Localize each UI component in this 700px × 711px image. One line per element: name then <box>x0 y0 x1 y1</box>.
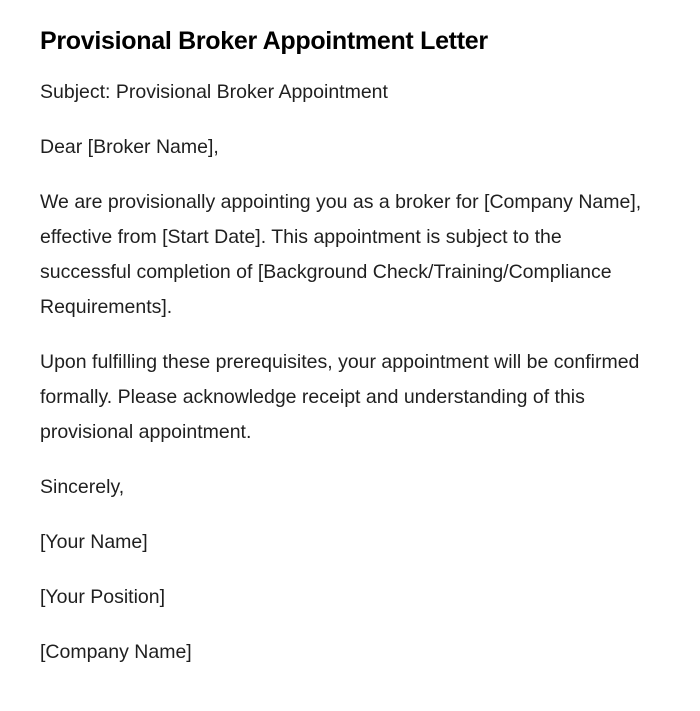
letter-subject: Subject: Provisional Broker Appointment <box>40 81 388 103</box>
signature-name: [Your Name] <box>40 531 148 553</box>
letter-paragraph-confirmation: Upon fulfilling these prerequisites, your appointment will be confirmed formally. Please acknowledge receipt and understanding of this provisional appointment. <box>40 351 640 443</box>
letter-title: Provisional Broker Appointment Letter <box>40 27 488 55</box>
signature-position: [Your Position] <box>40 586 166 608</box>
letter-paragraph-appointment: We are provisionally appointing you as a broker for [Company Name], effective from [Start Date]. This appointment is subject to the successful completion of [Background Check/Training/Compliance Requirements]. <box>40 191 642 318</box>
letter-greeting: Dear [Broker Name], <box>40 136 219 158</box>
signature-company: [Company Name] <box>40 641 192 663</box>
letter-closing: Sincerely, <box>40 476 125 498</box>
